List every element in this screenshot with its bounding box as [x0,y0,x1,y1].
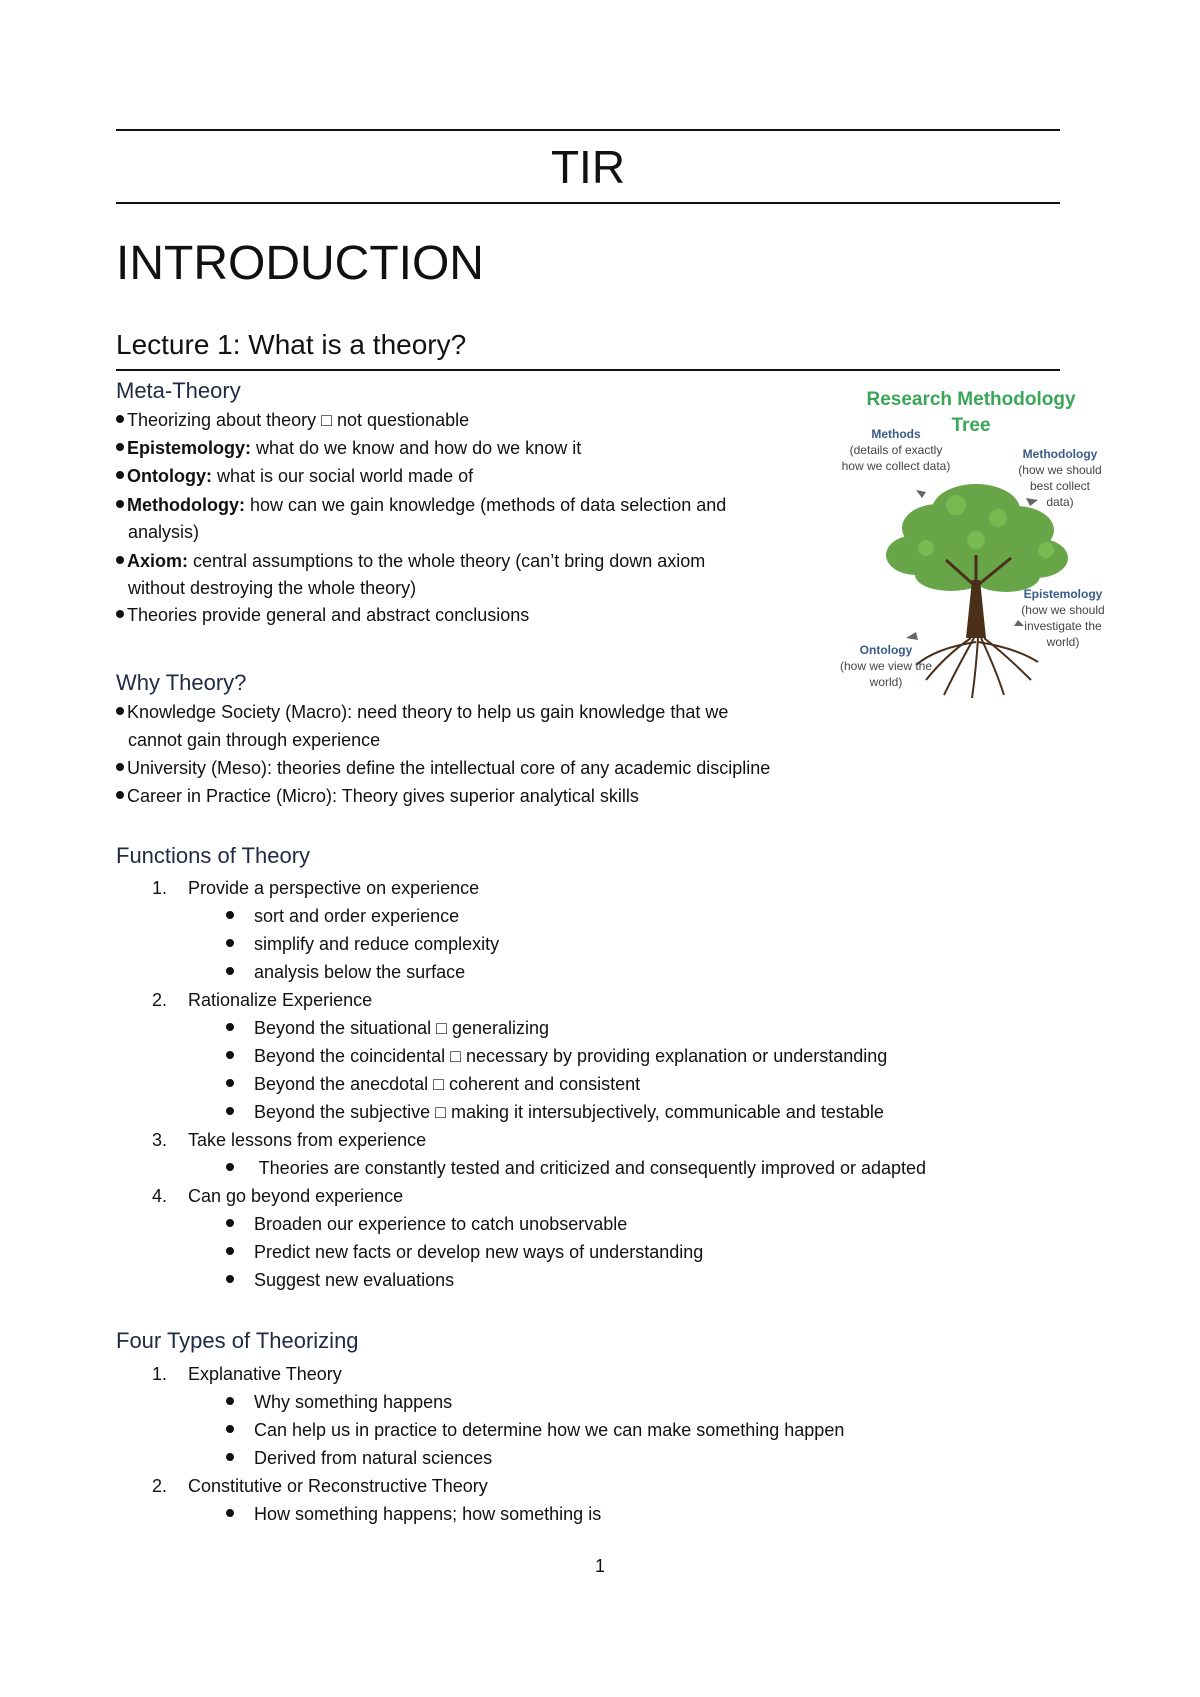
meta-item-5: Axiom: central assumptions to the whole theory (can’t bring down axiom [116,549,705,573]
four-types-heading: Four Types of Theorizing [116,1328,359,1353]
function-3-sub-1: Theories are constantly tested and criticized and consequently improved or adapted [226,1156,926,1180]
bullet-icon [116,707,124,715]
meta-item-3: Ontology: what is our social world made of [116,464,473,488]
function-1-sub-3: analysis below the surface [226,960,465,984]
function-1-sub-2: simplify and reduce complexity [226,932,499,956]
function-2-sub-3: Beyond the anecdotal □ coherent and consistent [226,1072,640,1096]
type-1-sub-2: Can help us in practice to determine how we can make something happen [226,1418,844,1442]
top-rule [116,129,1060,131]
function-4-sub-2: Predict new facts or develop new ways of understanding [226,1240,703,1264]
bullet-icon [226,967,234,975]
function-item-1: 1. Provide a perspective on experience [152,878,480,898]
function-4-sub-3: Suggest new evaluations [226,1268,454,1292]
bullet-icon [226,1247,234,1255]
type-2-sub-1: How something happens; how something is [226,1502,601,1526]
lecture-rule [116,369,1060,371]
figure-title-line2: Tree [951,415,991,436]
methods-label: Methods (details of exactly how we collect data) [841,427,951,473]
meta-item-4-cont: analysis) [128,522,200,542]
meta-item-6: Theories provide general and abstract conclusions [116,603,529,627]
type-item-1: 1. Explanative Theory [152,1364,342,1384]
why-item-1: Knowledge Society (Macro): need theory to help us gain knowledge that we [116,700,728,724]
chapter-heading: INTRODUCTION [116,237,484,290]
bullet-icon [226,1397,234,1405]
bullet-icon [116,471,124,479]
bullet-icon [116,556,124,564]
why-item-2: University (Meso): theories define the intellectual core of any academic discipline [116,756,770,780]
why-item-3: Career in Practice (Micro): Theory gives superior analytical skills [116,784,639,808]
bullet-icon [116,610,124,618]
bullet-icon [116,443,124,451]
why-theory-heading: Why Theory? [116,670,247,695]
bullet-icon [226,1079,234,1087]
meta-item-1: Theorizing about theory □ not questionable [116,408,469,432]
function-item-2: 2. Rationalize Experience [152,990,373,1010]
methodology-label: Methodology (how we should best collect data) [1018,447,1102,509]
function-item-4: 4. Can go beyond experience [152,1186,404,1206]
bullet-icon [226,1453,234,1461]
epistemology-label: Epistemology (how we should investigate the world) [1021,587,1105,649]
bullet-icon [226,1163,234,1171]
meta-item-2: Epistemology: what do we know and how do we know it [116,436,581,460]
bullet-icon [116,791,124,799]
type-1-sub-3: Derived from natural sciences [226,1446,492,1470]
why-item-1-cont: cannot gain through experience [128,730,381,750]
title-bottom-rule [116,202,1060,204]
page-number: 1 [594,1556,605,1576]
bullet-icon [226,1275,234,1283]
document-title: TIR [550,141,626,193]
type-item-2: 2. Constitutive or Reconstructive Theory [152,1476,488,1496]
bullet-icon [226,1219,234,1227]
bullet-icon [226,1051,234,1059]
meta-item-4: Methodology: how can we gain knowledge (methods of data selection and [116,493,726,517]
research-methodology-tree-figure [826,380,1116,710]
bullet-icon [226,1509,234,1517]
figure-title-line1: Research Methodology [866,389,1076,410]
meta-theory-heading: Meta-Theory [116,378,241,403]
function-2-sub-2: Beyond the coincidental □ necessary by providing explanation or understanding [226,1044,887,1068]
bullet-icon [226,911,234,919]
bullet-icon [226,1023,234,1031]
functions-heading: Functions of Theory [116,843,311,868]
function-2-sub-4: Beyond the subjective □ making it intersubjectively, communicable and testable [226,1100,884,1124]
bullet-icon [226,939,234,947]
meta-item-5-cont: without destroying the whole theory) [128,578,417,598]
function-2-sub-1: Beyond the situational □ generalizing [226,1016,549,1040]
bullet-icon [116,500,124,508]
lecture-heading: Lecture 1: What is a theory? [116,329,467,360]
bullet-icon [116,763,124,771]
bullet-icon [116,415,124,423]
function-item-3: 3. Take lessons from experience [152,1130,427,1150]
function-1-sub-1: sort and order experience [226,904,459,928]
function-4-sub-1: Broaden our experience to catch unobservable [226,1212,627,1236]
ontology-label: Ontology (how we view the world) [839,643,933,689]
type-1-sub-1: Why something happens [226,1390,452,1414]
bullet-icon [226,1425,234,1433]
bullet-icon [226,1107,234,1115]
